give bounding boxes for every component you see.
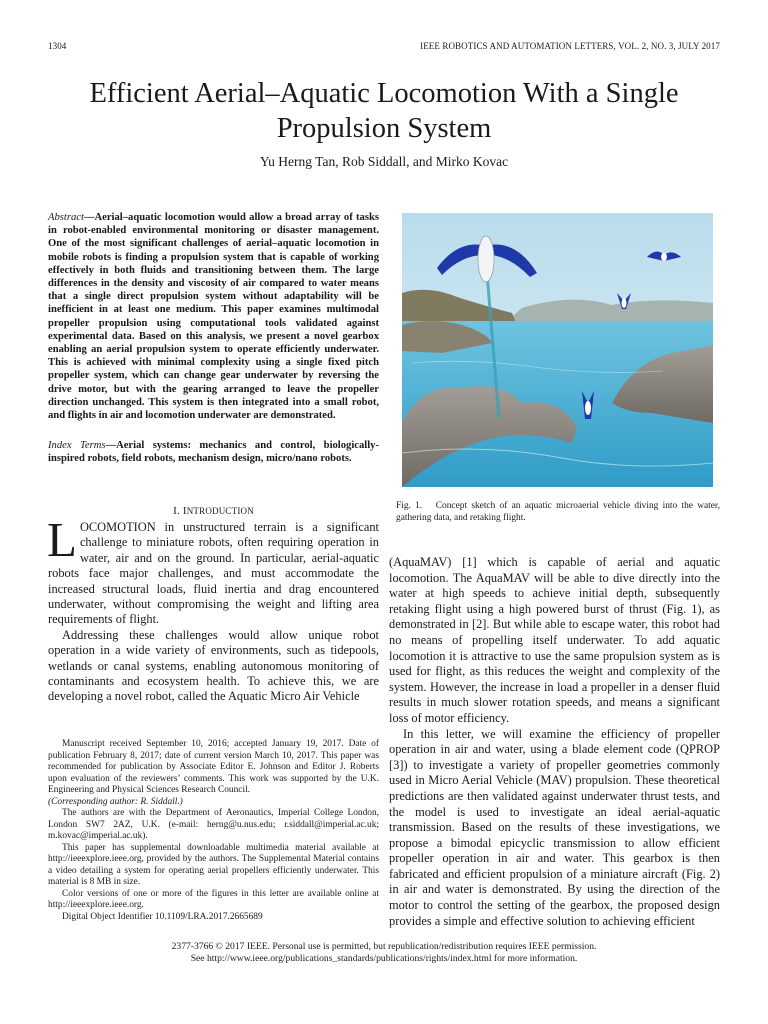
intro-first-word: OCOMOTION bbox=[79, 520, 156, 534]
intro-paragraph-text: in unstructured terrain is a significant challenge to miniature robots, often requiring operation in water, air and on the ground. In particular, aerial-aquatic robots face major challenges, and must accommodate the increased structural loads, fluid inertia and drag encountered underwater, without compromising the weight and lifting area requirements of flight. bbox=[48, 520, 379, 627]
vehicle-body bbox=[478, 236, 494, 282]
section-title-initial: I bbox=[182, 505, 187, 517]
page-number: 1304 bbox=[48, 41, 67, 51]
footnote-affiliation: The authors are with the Department of Aeronautics, Imperial College London, London SW7 2AZ, U.K. (e-mail: herng@u.nus.edu; r.siddall@imperial.ac.uk; m.kovac@imperial.ac.uk). bbox=[48, 808, 379, 841]
drop-cap: L bbox=[47, 512, 77, 567]
footnotes bbox=[48, 739, 379, 923]
section-number: I. bbox=[173, 505, 180, 517]
abstract-text: —Aerial–aquatic locomotion would allow a broad array of tasks in robot-enabled environmental monitoring or disaster management. One of the most significant challenges of aerial–aquatic locomotion in mobile robots is finding a propulsion system that is capable of working effectively in both fluids and transitioning between them. The large differences in the density and viscosity of air compared to water means that a single direct propulsion system without adaptability will be inefficient in at least one medium. This paper examines multimodal propeller propulsion using computational tools validated against experimental data. Based on this analysis, we present a novel gearbox enabling an aerial propulsion system to operate efficiently underwater. This is achieved with minimal complexity using a single fixed pitch propeller system, which can change gear underwater by reversing the drive motor, but with the gearing arranged to leave the propeller direction unchanged. This system is then integrated into a small robot, and flights in air and locomotion underwater are demonstrated. bbox=[48, 212, 379, 422]
footnote-color: Color versions of one or more of the figures in this letter are available online at http://ieeexplore.ieee.org. bbox=[48, 888, 379, 910]
figure-1-illustration bbox=[402, 213, 713, 487]
intro-paragraph: Addressing these challenges would allow unique robot operation in a wide variety of environments, such as tidepools, wetlands or canal systems, enabling autonomous monitoring of contaminants and ecosystem health. To achieve this, we are developing a novel robot, called the Aquatic Micro Air Vehicle bbox=[48, 627, 379, 704]
body-paragraph: In this letter, we will examine the efficiency of propeller operation in air and water, using a blade element code (QPROP [3]) to investigate a variety of propeller geometries commonly used in Micro Aerial Vehicle (MAV) propulsion. These theoretical predictions are then validated against underwater thrust tests, and the model is used to investigate an ideal aerial-aquatic transmission. Based on the results of these investigations, we propose a bimodal epicyclic transmission to allow efficient propeller operation in air and water. This gearbox is then fabricated and efficient propulsion of a miniature aircraft (Fig. 2) in air and water is demonstrated. By using the direction of the motor to control the setting of the gearbox, the proposed design provides a simple and effective solution to achieving efficient bbox=[389, 726, 720, 928]
body-paragraph: (AquaMAV) [1] which is capable of aerial and aquatic locomotion. The AquaMAV will be able to dive directly into the water at high speeds to achieve initial depth, subsequently retaking flight using a high powered burst of thrust (Fig. 1), as demonstrated in [2]. But while able to escape water, this robot had no means of propelling itself underwater. To add aquatic locomotion it is attractive to use the same propulsion system as is used for flight, as this reduces the weight and complexity of the system. However, the increase in load a propeller in a denser fluid results in much slower rotation speeds, and means a significant loss of motor efficiency. bbox=[389, 555, 720, 725]
index-terms-text: —Aerial systems: mechanics and control, biologically-inspired robots, field robots, mechanism design, micro/nano robots. bbox=[48, 440, 379, 465]
index-terms bbox=[48, 439, 379, 465]
journal-header: IEEE ROBOTICS AND AUTOMATION LETTERS, VOL. 2, NO. 3, JULY 2017 bbox=[420, 41, 720, 51]
right-column-body bbox=[389, 555, 720, 929]
copyright-permissions-line: See http://www.ieee.org/publications_standards/publications/rights/index.html for more information. bbox=[190, 952, 578, 964]
copyright-notice bbox=[48, 941, 720, 964]
author-list: Yu Herng Tan, Rob Siddall, and Mirko Kovac bbox=[259, 154, 509, 169]
introduction-body bbox=[47, 512, 379, 705]
figure-1-caption: Fig. 1. Concept sketch of an aquatic microaerial vehicle diving into the water, gathering data, and retaking flight. bbox=[396, 501, 720, 524]
paper-title: Efficient Aerial–Aquatic Locomotion With a Single Propulsion System bbox=[89, 78, 679, 144]
index-terms-lead: Index Terms bbox=[48, 440, 106, 451]
footnote-corresponding: (Corresponding author: R. Siddall.) bbox=[48, 796, 183, 807]
abstract-lead: Abstract bbox=[48, 212, 84, 223]
footnote-manuscript: Manuscript received September 10, 2016; accepted January 19, 2017. Date of publication February 8, 2017; date of current version March 10, 2017. This paper was recommended for publication by Associate Editor E. Johnson and Editor J. Roberts upon evaluation of the reviewers’ comments. This work was supported by the U.K. Engineering and Physical Sciences Research Council. bbox=[48, 739, 379, 795]
abstract bbox=[48, 211, 379, 422]
footnote-supplemental: This paper has supplemental downloadable multimedia material available at http://ieeexplore.ieee.org, provided by the authors. The Supplemental Material contains a video detailing a system for operating aerial propellers efficiently underwater. This material is 8 MB in size. bbox=[48, 842, 379, 887]
footnote-doi: Digital Object Identifier 10.1109/LRA.2017.2665689 bbox=[62, 911, 263, 922]
intro-paragraph bbox=[47, 512, 379, 628]
section-title-rest: NTRODUCTION bbox=[186, 506, 254, 516]
section-heading bbox=[48, 505, 379, 517]
copyright-line: 2377-3766 © 2017 IEEE. Personal use is permitted, but republication/redistribution requires IEEE permission. bbox=[171, 941, 597, 952]
